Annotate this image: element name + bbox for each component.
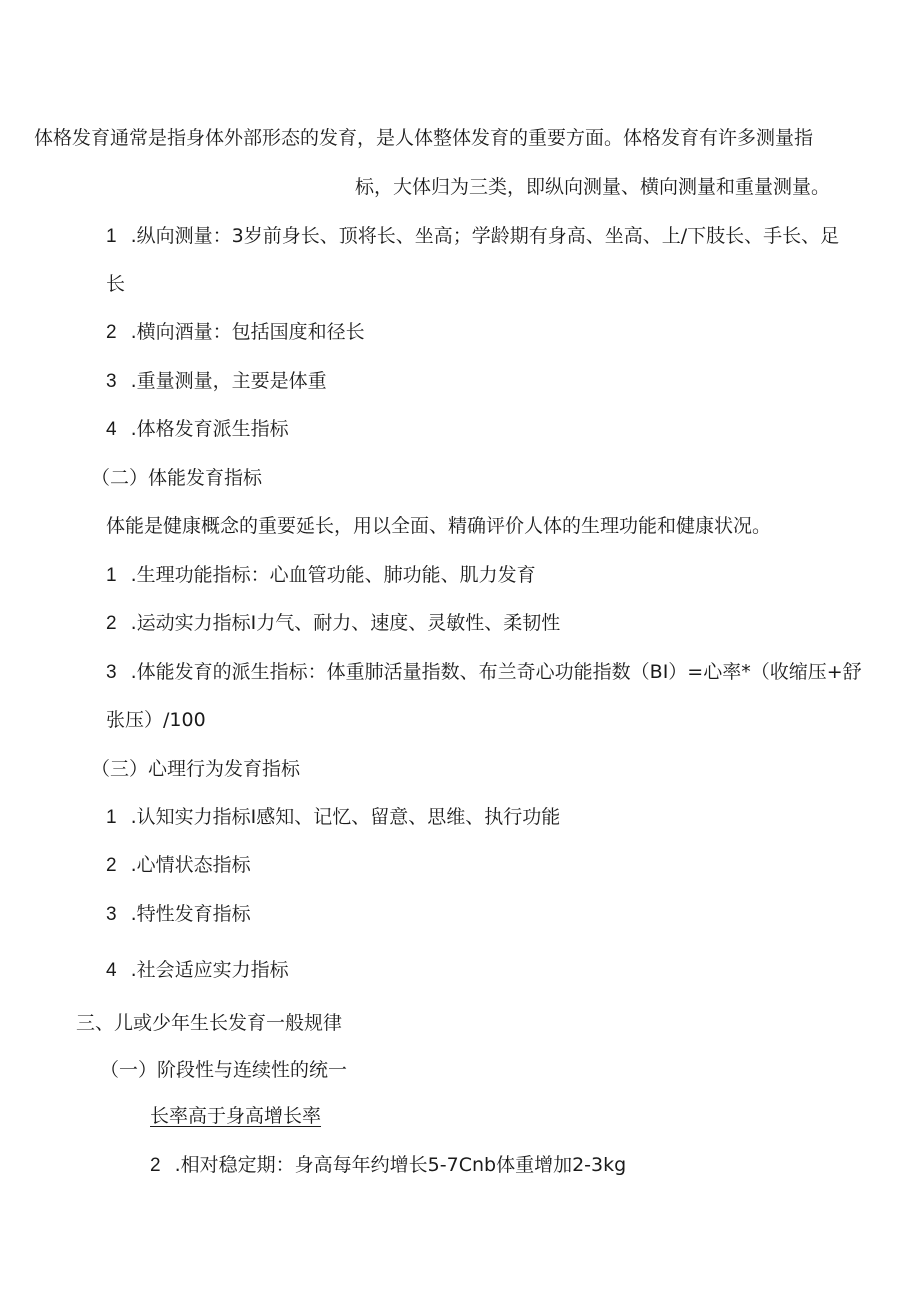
item-text: .纵向测量：3岁前身长、顶将长、坐高；学龄期有身高、坐高、上/下肢长、手长、足 <box>130 225 840 247</box>
item-number: 1 <box>106 807 117 828</box>
item-text: .认知实力指标I感知、记忆、留意、思维、执行功能 <box>130 806 561 828</box>
item-text: .相对稳定期：身高每年约增长5-7Cnb体重增加2-3kg <box>174 1154 627 1176</box>
item-text: .重量测量，主要是体重 <box>130 370 327 392</box>
list-item-continuation: 长 <box>106 273 126 295</box>
item-number: 3 <box>106 904 117 925</box>
item-number: 1 <box>106 226 117 247</box>
item-text: .体格发育派生指标 <box>130 418 289 440</box>
list-item <box>106 853 251 878</box>
list-item <box>106 563 536 588</box>
item-number: 2 <box>106 613 117 634</box>
list-item <box>106 320 365 345</box>
list-item-continuation: 张压）/100 <box>106 709 206 731</box>
item-number: 3 <box>106 371 117 392</box>
intro-line-1: 体格发育通常是指身体外部形态的发育，是人体整体发育的重要方面。体格发育有许多测量指 <box>34 127 814 149</box>
item-number: 3 <box>106 662 117 683</box>
section-heading: （一）阶段性与连续性的统一 <box>100 1059 348 1081</box>
part-heading: 三、儿或少年生长发育一般规律 <box>76 1012 343 1034</box>
underlined-text: 长率高于身高增长率 <box>150 1105 322 1127</box>
item-number: 2 <box>150 1155 161 1176</box>
item-text: .心情状态指标 <box>130 854 251 876</box>
list-item <box>106 958 289 983</box>
item-text: .生理功能指标：心血管功能、肺功能、肌力发育 <box>130 564 536 586</box>
list-item <box>106 611 560 636</box>
section-heading: （三）心理行为发育指标 <box>91 758 301 780</box>
list-item <box>106 902 251 927</box>
list-item <box>106 369 327 394</box>
list-item <box>150 1153 626 1178</box>
list-item <box>106 224 839 249</box>
item-number: 2 <box>106 855 117 876</box>
list-item <box>106 805 560 830</box>
item-number: 2 <box>106 322 117 343</box>
item-number: 4 <box>106 419 117 440</box>
item-text: .特性发育指标 <box>130 903 251 925</box>
item-text: .体能发育的派生指标：体重肺活量指数、布兰奇心功能指数（BI）=心率*（收缩压+舒 <box>130 661 862 683</box>
intro-line-2: 标，大体归为三类，即纵向测量、横向测量和重量测量。 <box>355 176 831 198</box>
item-number: 4 <box>106 960 117 981</box>
item-text: .运动实力指标I力气、耐力、速度、灵敏性、柔韧性 <box>130 612 561 634</box>
section-description: 体能是健康概念的重要延长，用以全面、精确评价人体的生理功能和健康状况。 <box>106 515 772 537</box>
item-number: 1 <box>106 565 117 586</box>
item-text: .横向酒量：包括国度和径长 <box>130 321 365 343</box>
item-text: .社会适应实力指标 <box>130 959 289 981</box>
list-item <box>106 660 862 685</box>
list-item <box>106 417 289 442</box>
section-heading: （二）体能发育指标 <box>91 467 263 489</box>
